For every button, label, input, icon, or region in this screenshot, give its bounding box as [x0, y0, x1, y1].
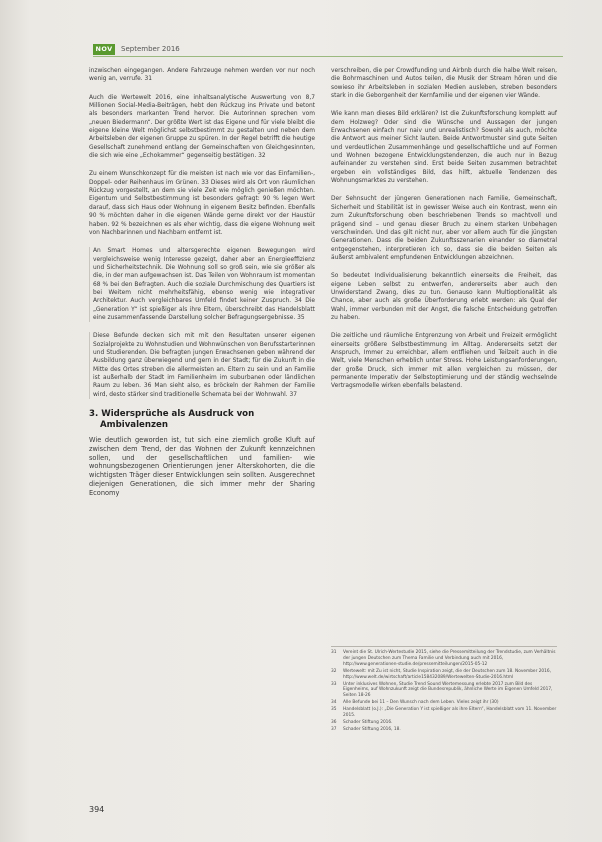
footnote-text: Wertewelt: mit Zu ist nicht, Studie Inspiration zeigt, die der Deutschen zum 18. November 2016, http://www.welt.de/wirtschaft/article158432089/Wertewelten-Studie-2016.html — [343, 668, 552, 680]
header-rule — [93, 56, 563, 57]
footnote — [331, 669, 557, 681]
footnote-number: 34 — [331, 700, 337, 706]
section-badge: NOV — [93, 44, 115, 55]
footnote-number: 37 — [331, 726, 337, 732]
footnote-text: Alle Befunde bei 11 – Den Wunsch nach dem Leben. Vieles zeigt ihr (30) — [343, 700, 499, 706]
left-column — [89, 67, 315, 508]
body-paragraph: So bedeutet Individualisierung bekanntlich einerseits die Freiheit, das eigene Leben selbst zu entwerfen, andererseits aber auch den Unwiderstand Zwang, dies zu tun. Genauso kann Multioptionalität als Chance, aber auch als große Überforderung erlebt werden: als Qual der Wahl, immer verbunden mit der Angst, die falsche Entscheidung getroffen zu haben. — [331, 273, 557, 321]
body-paragraph: verschreiben, die per Crowdfunding und Airbnb durch die halbe Welt reisen, die Bohrmaschinen und Autos teilen, die Musik der Stream hören und die sowieso ihr Arbeitsleben in sozialen Medien ausleben, streben besonders stark in die Geborgenheit der Kernfamilie und der eigenen vier Wände. — [331, 68, 557, 100]
issue-date: September 2016 — [121, 45, 180, 53]
section-heading: 3. Widersprüche als Ausdruck von Ambivalenzen — [89, 409, 255, 430]
footnote — [331, 700, 557, 706]
footnote-text: Unter inklusives Wohnen, Studie Trend Sound Wertemessung erlebte 2017 zum Bild des Eigenheims, auf Wohnzukunft zeigt die Bundesrepublik, ähnliche Werte im Eigenen Umfeld 2017, Seiten 18-26 — [343, 681, 553, 699]
body-paragraph: An Smart Homes und altersgerechte eigenen Bewegungen wird vergleichsweise wenig Interesse gezeigt, daher aber an Energieeffizienz und Sicherheitstechnik. Die Wohnung soll so groß sein, wie sie größer als die, in der man aufgewachsen ist. Das Teilen von Wohnraum ist momentan 68 % bei den Befragten. Auch die soziale Durchmischung des Quartiers ist bei Weitem nicht mehrheitsfähig, ebenso wenig wie integrativer Architektur. Auch vergleichbares Umfeld findet keiner Zuspruch. 34 Die „Generation Y“ ist spießiger als ihre Eltern, überschreibt das Handelsblatt eine zusammenfassende Darstellung solcher Befragungsergebnisse. 35 — [89, 247, 315, 322]
footnote-text: Vereint die St. Ulrich-Wertestudie 2015, siehe die Pressemitteilung der Trendstudie, zum Verhältnis der jungen Deutschen zum Thema Familie und Verbindung auch mit 2016, http://www.generationen-studie.de/pressemitteilungen/2015-05-12 — [343, 650, 556, 667]
footnote-text: Handelsblatt (o.J.): „Die Generation Y ist spießiger als ihre Eltern“, Handelsblatt vom 11. November 2015. — [343, 707, 557, 719]
footnote-number: 35 — [331, 707, 337, 713]
running-header — [93, 44, 563, 56]
footnote — [331, 707, 557, 719]
footnote — [331, 720, 557, 726]
page-number: 394 — [89, 805, 105, 814]
footnote — [331, 727, 557, 733]
body-paragraph: Die zeitliche und räumliche Entgrenzung von Arbeit und Freizeit ermöglicht einerseits größere Selbstbestimmung im Alltag. Andererseits setzt der Anspruch, Immer zu erreichbar, allem entfliehen und Teilzeit auch in die Welt, viele Menschen erheblich unter Stress. Hohe Leistungsanforderungen, der große Druck, sich immer mit allen vergleichen zu müssen, der permanente Imperativ der Selbstoptimierung und der ständig wechselnde Vertragsmodelle wirken ebenfalls belastend. — [331, 333, 557, 390]
body-paragraph: Wie deutlich geworden ist, tut sich eine ziemlich große Kluft auf zwischen dem Trend, der das Wohnen der Zukunft kennzeichnen sollen, und der gesellschaftlichen und familien- wie wohnungsbezogenen Orientierungen jener Alterskohorten, die die wichtigsten Träger dieser Entwicklungen sein sollten. Ausgerechnet diejenigen Generationen, die sich immer mehr der Sharing Economy — [89, 436, 315, 497]
footnote-number: 32 — [331, 668, 337, 674]
body-paragraph: Auch die Wertewelt 2016, eine inhaltsanalytische Auswertung von 8,7 Millionen Social-Media-Beiträgen, hebt den Rückzug ins Private und betont als besonders markanten Trend hervor. Die Autorinnen sprechen vom „neuen Biedermann“. Der größte Wert ist das Eigene und für viele bleibt die eigene kleine Welt möglichst selbstbestimmt zu gestalten und neben dem Arbeitsleben der eigenen Gruppe zu spüren. In der Regel betrifft die heutige Gesellschaft zunehmend entlang der Gemeinschaften von Gleichgesinnten, die sich wie eine „Echokammer“ gegenseitig bestätigen. 32 — [89, 94, 315, 160]
body-paragraph: Der Sehnsucht der jüngeren Generationen nach Familie, Gemeinschaft, Sicherheit und Stabilität ist in gewisser Weise auch ein Kontrast, wenn ein zum Zukunftsforschung oben beschriebenen Trends so machtvoll und prägend sind – und genau dieser Bruch zu einem starken Unbehagen verschwinden. Und das gilt nicht nur, aber vor allem auch für die jüngsten Generationen. Dass die beiden Zukunftsszenarien einander so diametral entgegenstehen, interpretieren ich so, dass sie die beiden Seiten als äußerst ambivalent empfundenen Entwicklungen abzeichnen. — [331, 196, 557, 261]
footnote — [331, 682, 557, 700]
footnote — [331, 650, 557, 668]
body-paragraph: inzwischen eingegangen. Andere Fahrzeuge nehmen werden vor nur noch wenig an, verrufe. 31 — [89, 68, 315, 83]
footnote-text: Schader Stiftung 2016. — [343, 719, 393, 725]
body-paragraph: Zu einem Wunschkonzept für die meisten ist nach wie vor das Einfamilien-, Doppel- oder Reihenhaus im Grünen. 33 Dieses wird als Ort von räumlichen Rückzug vorgestellt, an dem sie viele Zeit wie möglich genießen möchten. Eigentum und Selbstbestimmung ist besonders gefragt: 90 % legen Wert darauf, dass sich Haus oder Wohnung in eigenem Besitz befinden. Ebenfalls 90 % möchten daher in die eigenen Wände gerne direkt vor der Haustür haben. 92 % bezeichnen es als eher wichtig, dass die eigene Wohnung weit von Nachbarinnen und Nachbarn entfernt ist. — [89, 171, 315, 236]
body-paragraph: Diese Befunde decken sich mit mit den Resultaten unserer eigenen Sozialprojekte zu Wohnstudien und Wohnwünschen von Berufsstarterinnen und Studierenden. Die befragten jungen Erwachsenen geben während der Ausbildung ganz überwiegend und gern in der Stadt; für die Zukunft in die Mitte des Ortes streben die allermeisten an. Eltern zu sein und an Familie ist außerhalb der Stadt im Familienheim im suburbanen oder ländlichen Raum zu leben. 36 Man sieht also, es bröckeln der Rahmen der Familie wird, desto stärker sind traditionelle Schemata bei der Wohnwahl. 37 — [89, 332, 315, 399]
footnote-number: 33 — [331, 681, 337, 687]
body-paragraph: Wie kann man dieses Bild erklären? Ist die Zukunftsforschung komplett auf dem Holzweg? Oder sind die Wünsche und Aussagen der jungen Erwachsenen einfach nur naiv und unrealistisch? Sowohl als auch, möchte die Antwort aus meiner Sicht lauten. Beide Antwortmuster sind gute Seiten und verdeutlichen Zusammenhänge und gesellschaftliche und auf Formen und Wohnen bezogene Entwicklungstendenzen, die auch nur in Bezug aufeinander zu verstehen sind. Erst beide Seiten zusammen betrachtet ergeben ein vollständiges Bild, das hilft, aktuelle Tendenzen des Wohnungsmarktes zu verstehen. — [331, 111, 557, 185]
footnote-text: Schader Stiftung 2016, 18. — [343, 726, 401, 732]
footnote-number: 36 — [331, 719, 337, 725]
footnote-rule — [331, 646, 557, 647]
right-column — [331, 67, 557, 401]
footnotes — [331, 646, 557, 734]
footnote-number: 31 — [331, 650, 337, 655]
